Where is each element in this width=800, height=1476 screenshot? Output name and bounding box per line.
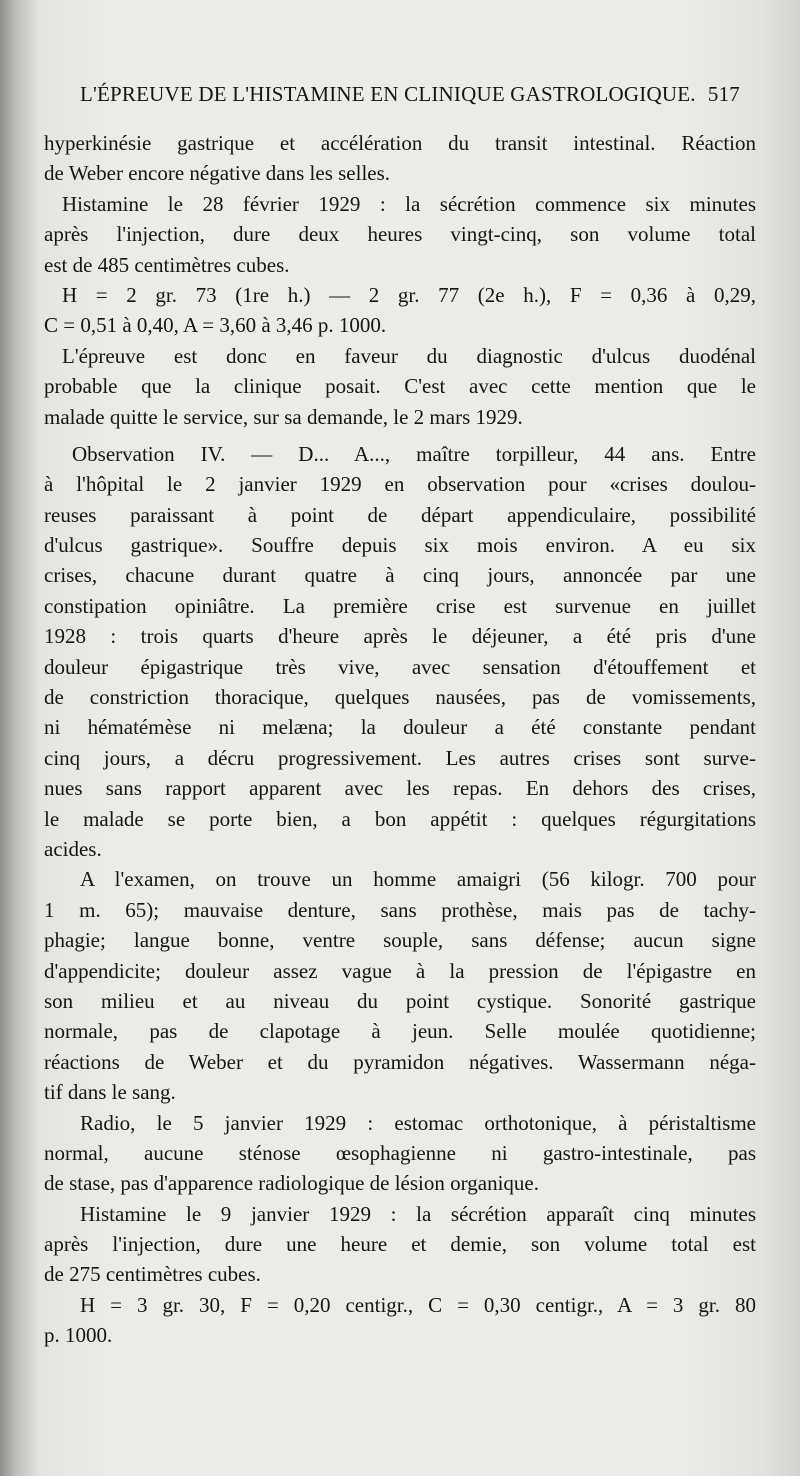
body-text (44, 128, 756, 1351)
text-line: A l'examen, on trouve un homme amaigri (56 kilogr. 700 pour (80, 867, 756, 892)
text-line: probable que la clinique posait. C'est avec cette mention que le (44, 374, 756, 399)
text-line: de 275 centimètres cubes. (44, 1262, 261, 1287)
text-line: constipation opiniâtre. La première crise est survenue en juillet (44, 593, 756, 618)
running-header (80, 82, 740, 107)
text-line: de stase, pas d'apparence radiologique de lésion organique. (44, 1171, 539, 1196)
text-line: réactions de Weber et du pyramidon négatives. Wassermann néga- (44, 1049, 756, 1074)
text-line: tif dans le sang. (44, 1080, 176, 1105)
text-line: 1928 : trois quarts d'heure après le déjeuner, a été pris d'une (44, 624, 756, 649)
text-line: nues sans rapport apparent avec les repas. En dehors des crises, (44, 776, 756, 801)
text-line: p. 1000. (44, 1323, 113, 1348)
text-line: à l'hôpital le 2 janvier 1929 en observation pour «crises doulou- (44, 472, 756, 497)
text-line: d'ulcus gastrique». Souffre depuis six mois environ. A eu six (44, 533, 756, 558)
text-line: acides. (44, 836, 102, 861)
text-line: normal, aucune sténose œsophagienne ni gastro-intestinale, pas (44, 1140, 756, 1165)
text-line: H = 3 gr. 30, F = 0,20 centigr., C = 0,30 centigr., A = 3 gr. 80 (80, 1292, 756, 1317)
text-line: est de 485 centimètres cubes. (44, 252, 290, 277)
text-line: d'appendicite; douleur assez vague à la pression de l'épigastre en (44, 958, 756, 983)
text-line: après l'injection, dure une heure et demie, son volume total est (44, 1232, 756, 1257)
text-line: Histamine le 28 février 1929 : la sécrétion commence six minutes (62, 191, 756, 216)
page-number: 517 (707, 82, 740, 106)
text-line: malade quitte le service, sur sa demande, le 2 mars 1929. (44, 404, 523, 429)
text-line: ni hématémèse ni melæna; la douleur a été constante pendant (44, 715, 756, 740)
text-line: hyperkinésie gastrique et accélération du transit intestinal. Réaction (44, 131, 756, 155)
text-line: crises, chacune durant quatre à cinq jours, annoncée par une (44, 563, 756, 588)
text-line: douleur épigastrique très vive, avec sensation d'étouffement et (44, 654, 756, 679)
observation-heading-line: Observation IV. — D... A..., maître torpilleur, 44 ans. Entre (72, 441, 756, 466)
text-line: de constriction thoracique, quelques nausées, pas de vomissements, (44, 685, 756, 710)
text-line: L'épreuve est donc en faveur du diagnostic d'ulcus duodénal (62, 343, 756, 368)
running-title: L'ÉPREUVE DE L'HISTAMINE EN CLINIQUE GASTROLOGIQUE. (80, 82, 696, 106)
text-line: cinq jours, a décru progressivement. Les autres crises sont surve- (44, 745, 756, 770)
text-line: le malade se porte bien, a bon appétit : quelques régurgitations (44, 806, 756, 831)
text-line: Radio, le 5 janvier 1929 : estomac orthotonique, à péristaltisme (80, 1110, 756, 1135)
text-line: 1 m. 65); mauvaise denture, sans prothèse, mais pas de tachy- (44, 897, 756, 922)
text-line: après l'injection, dure deux heures vingt-cinq, son volume total (44, 222, 756, 247)
text-line: normale, pas de clapotage à jeun. Selle moulée quotidienne; (44, 1019, 756, 1044)
text-line: son milieu et au niveau du point cystique. Sonorité gastrique (44, 988, 756, 1013)
text-line: de Weber encore négative dans les selles. (44, 161, 391, 186)
text-line: C = 0,51 à 0,40, A = 3,60 à 3,46 p. 1000. (44, 313, 387, 338)
text-line: reuses paraissant à point de départ appendiculaire, possibilité (44, 502, 756, 527)
text-line: phagie; langue bonne, ventre souple, sans défense; aucun signe (44, 928, 756, 953)
text-line: Histamine le 9 janvier 1929 : la sécrétion apparaît cinq minutes (80, 1201, 756, 1226)
text-line: H = 2 gr. 73 (1re h.) — 2 gr. 77 (2e h.), F = 0,36 à 0,29, (62, 282, 756, 307)
